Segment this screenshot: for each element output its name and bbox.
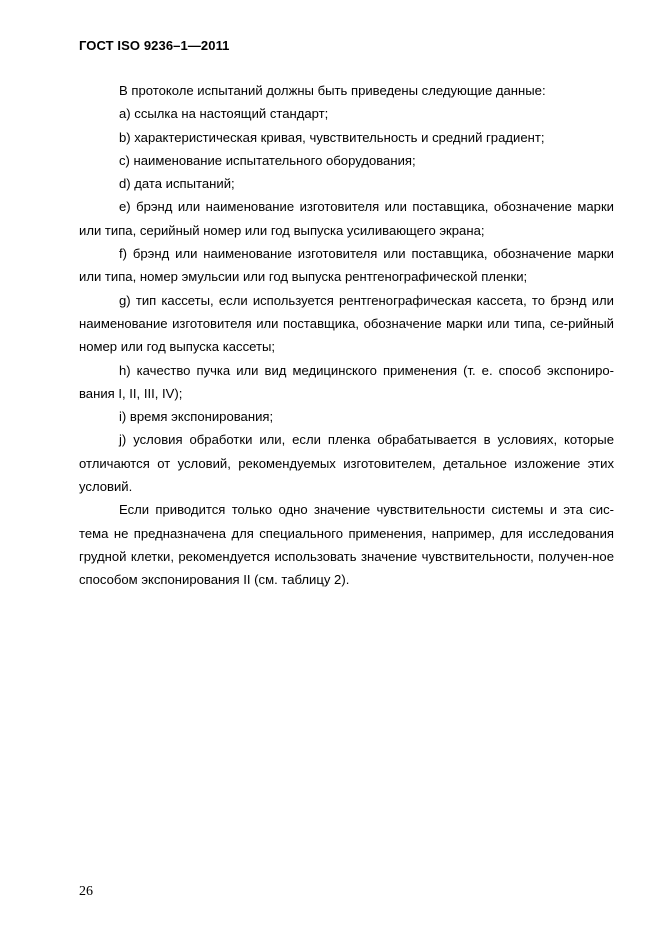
list-item-j: j) условия обработки или, если пленка обрабатывается в условиях, которые отличаются от условий, рекомендуемых изготовителем, детальное изложение этих условий. xyxy=(79,432,614,495)
list-item-a: a) ссылка на настоящий стандарт; xyxy=(119,106,329,122)
list-item-b: b) характеристическая кривая, чувствительность и средний градиент; xyxy=(119,129,545,145)
document-header: ГОСТ ISO 9236–1—2011 xyxy=(79,38,230,53)
list-item-e: e) брэнд или наименование изготовителя или поставщика, обозначение марки или типа, серийный номер или год выпуска усиливающего экрана; xyxy=(79,199,614,238)
list-item-c: c) наименование испытательного оборудования; xyxy=(119,152,416,168)
list-item-d: d) дата испытаний; xyxy=(119,176,235,192)
page-number: 26 xyxy=(79,884,93,899)
paragraph-conclusion: Если приводится только одно значение чувствительности системы и эта сис-тема не предназначена для специального применения, например, для исследования грудной клетки, рекомендуется использовать значение чувствительности, получен-ное способом экспонирования II (см. таблицу 2). xyxy=(79,502,614,588)
list-item-h: h) качество пучка или вид медицинского применения (т. е. способ экспониро-вания I, II, III, IV); xyxy=(79,362,614,401)
paragraph-intro: В протоколе испытаний должны быть приведены следующие данные: xyxy=(119,83,546,98)
list-item-f: f) брэнд или наименование изготовителя или поставщика, обозначение марки или типа, номер эмульсии или год выпуска рентгенографической пленки; xyxy=(79,246,614,285)
document-body xyxy=(79,79,614,592)
list-item-g: g) тип кассеты, если используется рентгенографическая кассета, то брэнд или наименование изготовителя или поставщика, обозначение марки или типа, се-рийный номер или год выпуска кассеты; xyxy=(79,292,614,355)
list-item-i: i) время экспонирования; xyxy=(119,409,274,425)
